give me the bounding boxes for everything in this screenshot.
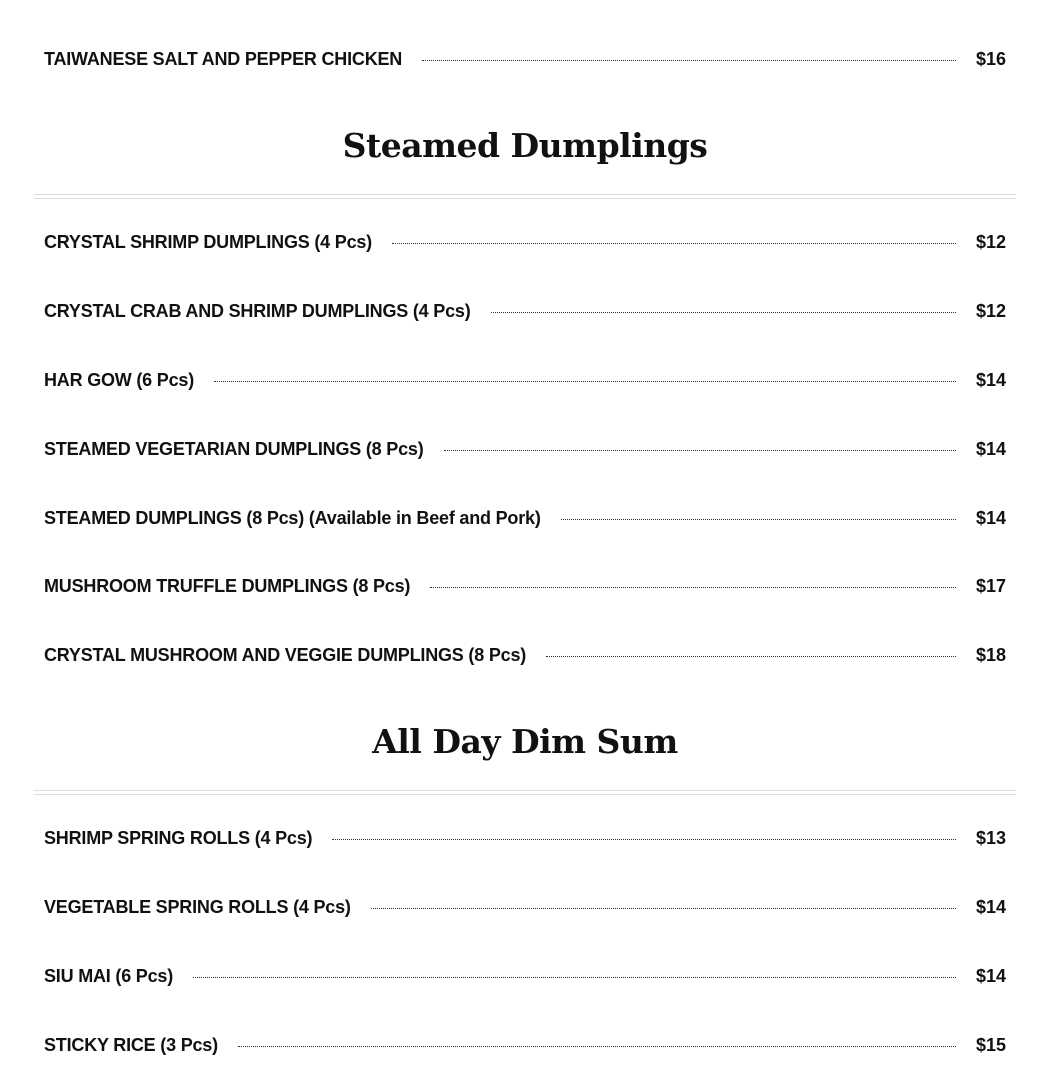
menu-item-name: STEAMED DUMPLINGS (8 Pcs) (Available in Beef and Pork) bbox=[44, 508, 541, 528]
menu-item-price: $14 bbox=[975, 966, 1006, 986]
dotted-leader bbox=[444, 450, 956, 451]
dotted-leader bbox=[561, 519, 956, 520]
menu-item bbox=[34, 804, 1016, 873]
menu-item-name: STICKY RICE (3 Pcs) bbox=[44, 1035, 218, 1055]
dotted-leader bbox=[430, 587, 956, 588]
menu-item bbox=[34, 346, 1016, 415]
dotted-leader bbox=[193, 977, 956, 978]
dotted-leader bbox=[332, 839, 956, 840]
menu-item bbox=[34, 25, 1016, 94]
menu-item-price: $16 bbox=[975, 49, 1006, 69]
menu-item-name: HAR GOW (6 Pcs) bbox=[44, 370, 195, 390]
menu-item-name: TAIWANESE SALT AND PEPPER CHICKEN bbox=[44, 49, 403, 69]
menu-item-name: CRYSTAL SHRIMP DUMPLINGS (4 Pcs) bbox=[44, 232, 372, 252]
menu-item bbox=[34, 873, 1016, 942]
dotted-leader bbox=[546, 656, 956, 657]
menu-item bbox=[34, 942, 1016, 1011]
menu-item-price: $12 bbox=[975, 232, 1006, 252]
menu-item-name: VEGETABLE SPRING ROLLS (4 Pcs) bbox=[44, 897, 351, 917]
menu-item bbox=[34, 208, 1016, 277]
menu-item-name: SIU MAI (6 Pcs) bbox=[44, 966, 174, 986]
dotted-leader bbox=[238, 1046, 956, 1047]
section-divider bbox=[34, 194, 1016, 199]
menu-item-name: CRYSTAL MUSHROOM AND VEGGIE DUMPLINGS (8 Pcs) bbox=[44, 645, 527, 665]
menu-item-price: $18 bbox=[975, 645, 1006, 665]
dotted-leader bbox=[392, 243, 956, 244]
dotted-leader bbox=[371, 908, 956, 909]
menu-item bbox=[34, 277, 1016, 346]
section-title: Steamed Dumplings bbox=[342, 126, 708, 165]
dotted-leader bbox=[422, 60, 956, 61]
menu-item-price: $14 bbox=[975, 508, 1006, 528]
menu-item-name: MUSHROOM TRUFFLE DUMPLINGS (8 Pcs) bbox=[44, 576, 411, 596]
section-divider bbox=[34, 790, 1016, 795]
menu-item-price: $14 bbox=[975, 897, 1006, 917]
menu-item-price: $14 bbox=[975, 370, 1006, 390]
section-header-steamed-dumplings bbox=[34, 126, 1016, 165]
section-title: All Day Dim Sum bbox=[372, 722, 678, 761]
menu-item-price: $12 bbox=[975, 301, 1006, 321]
menu-item bbox=[34, 621, 1016, 690]
menu-item-price: $15 bbox=[975, 1035, 1006, 1055]
section-header-all-day-dim-sum bbox=[34, 722, 1016, 761]
menu-item-name: SHRIMP SPRING ROLLS (4 Pcs) bbox=[44, 828, 313, 848]
menu-item bbox=[34, 552, 1016, 621]
menu-item-price: $17 bbox=[975, 576, 1006, 596]
menu-item-price: $14 bbox=[975, 439, 1006, 459]
menu-item bbox=[34, 484, 1016, 553]
dotted-leader bbox=[214, 381, 956, 382]
menu-item-name: STEAMED VEGETARIAN DUMPLINGS (8 Pcs) bbox=[44, 439, 424, 459]
menu-item-price: $13 bbox=[975, 828, 1006, 848]
menu-item-name: CRYSTAL CRAB AND SHRIMP DUMPLINGS (4 Pcs) bbox=[44, 301, 471, 321]
menu-item bbox=[34, 415, 1016, 484]
menu-item bbox=[34, 1011, 1016, 1080]
dotted-leader bbox=[491, 312, 956, 313]
